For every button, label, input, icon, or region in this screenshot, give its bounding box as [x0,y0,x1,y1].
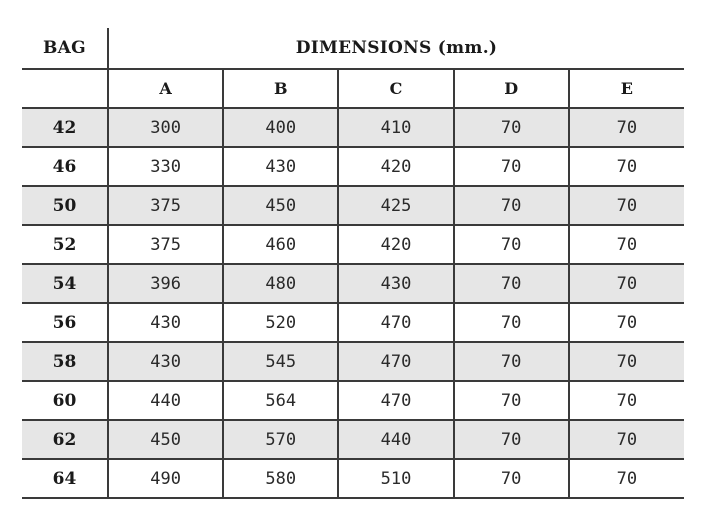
dimension-b-cell: 545 [223,342,338,381]
table-row [22,186,684,225]
header-row-main [22,28,684,69]
dimension-b-cell: 570 [223,420,338,459]
dimension-e-cell: 70 [569,459,684,498]
table-row [22,342,684,381]
dimension-a-cell: 300 [108,108,223,147]
header-row-letters [22,69,684,108]
dimension-d-cell: 70 [454,108,569,147]
dimension-e-cell: 70 [569,381,684,420]
bag-size-cell: 50 [22,186,108,225]
table-row [22,147,684,186]
table-row [22,225,684,264]
dimension-c-cell: 470 [338,381,453,420]
dimension-e-cell: 70 [569,264,684,303]
table-row [22,264,684,303]
dimension-e-cell: 70 [569,420,684,459]
bag-size-cell: 64 [22,459,108,498]
dimension-d-cell: 70 [454,381,569,420]
bag-size-cell: 54 [22,264,108,303]
dimension-d-cell: 70 [454,342,569,381]
bag-column-header: BAG [22,28,108,69]
dimension-b-cell: 520 [223,303,338,342]
bag-size-cell: 60 [22,381,108,420]
dimension-b-cell: 400 [223,108,338,147]
dimension-a-cell: 375 [108,225,223,264]
bag-subheader-blank [22,69,108,108]
table-row [22,420,684,459]
dimension-b-cell: 460 [223,225,338,264]
column-header-a: A [108,69,223,108]
dimension-b-cell: 564 [223,381,338,420]
dimension-d-cell: 70 [454,186,569,225]
dimension-d-cell: 70 [454,459,569,498]
dimension-c-cell: 410 [338,108,453,147]
column-header-c: C [338,69,453,108]
dimension-d-cell: 70 [454,420,569,459]
dimension-d-cell: 70 [454,225,569,264]
dimension-a-cell: 430 [108,303,223,342]
dimension-a-cell: 375 [108,186,223,225]
dimension-b-cell: 480 [223,264,338,303]
table-row [22,459,684,498]
dimension-c-cell: 420 [338,147,453,186]
dimension-c-cell: 510 [338,459,453,498]
dimension-c-cell: 470 [338,342,453,381]
bag-size-cell: 42 [22,108,108,147]
column-header-d: D [454,69,569,108]
dimension-c-cell: 430 [338,264,453,303]
dimension-e-cell: 70 [569,108,684,147]
dimension-e-cell: 70 [569,303,684,342]
table-row [22,381,684,420]
dimension-a-cell: 396 [108,264,223,303]
dimension-d-cell: 70 [454,147,569,186]
table-row [22,303,684,342]
table-row [22,108,684,147]
dimension-e-cell: 70 [569,225,684,264]
bag-size-cell: 58 [22,342,108,381]
bag-size-cell: 46 [22,147,108,186]
dimension-d-cell: 70 [454,303,569,342]
bag-size-cell: 52 [22,225,108,264]
dimension-c-cell: 420 [338,225,453,264]
column-header-b: B [223,69,338,108]
dimension-c-cell: 440 [338,420,453,459]
dimension-a-cell: 450 [108,420,223,459]
dimension-a-cell: 440 [108,381,223,420]
dimension-b-cell: 450 [223,186,338,225]
dimension-e-cell: 70 [569,342,684,381]
dimensions-table-container [22,28,684,499]
bag-size-cell: 56 [22,303,108,342]
bag-dimensions-table [22,28,684,499]
dimension-e-cell: 70 [569,186,684,225]
dimension-b-cell: 430 [223,147,338,186]
dimension-e-cell: 70 [569,147,684,186]
dimension-c-cell: 470 [338,303,453,342]
dimensions-header: DIMENSIONS (mm.) [108,28,684,69]
dimension-a-cell: 330 [108,147,223,186]
dimension-a-cell: 430 [108,342,223,381]
dimension-d-cell: 70 [454,264,569,303]
column-header-e: E [569,69,684,108]
dimension-c-cell: 425 [338,186,453,225]
table-body [22,108,684,498]
bag-size-cell: 62 [22,420,108,459]
dimension-b-cell: 580 [223,459,338,498]
dimension-a-cell: 490 [108,459,223,498]
